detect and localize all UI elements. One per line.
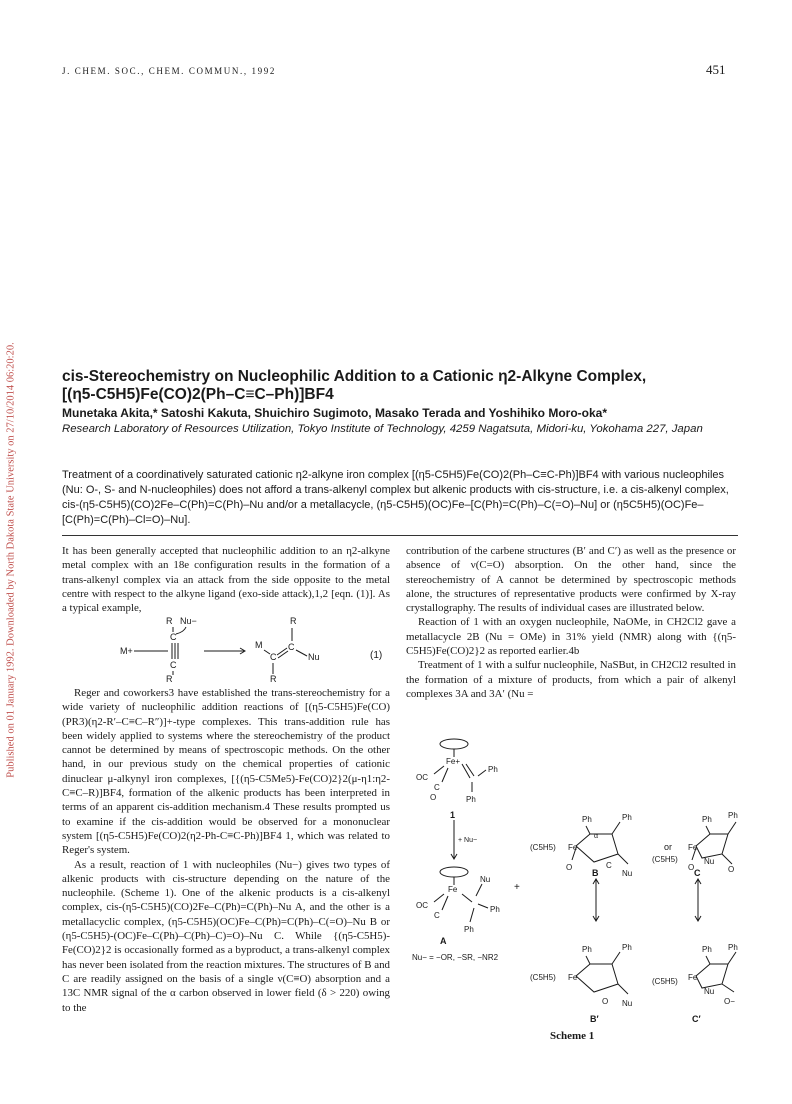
eq-r-left-bottom: R [270, 674, 277, 684]
eq-r-top: R [166, 616, 173, 626]
s-c5h5: (C5H5) [530, 843, 556, 852]
s-label-b: B [592, 868, 599, 878]
s-fe: Fe [568, 843, 578, 852]
s-o: O [566, 863, 573, 872]
eq-nu-right: Nu [308, 652, 320, 662]
s-ph: Ph [490, 905, 500, 914]
s-c5h5: (C5H5) [652, 977, 678, 986]
s-label-a: A [440, 936, 447, 946]
s-label-bp: B′ [590, 1014, 599, 1024]
s-label-cp: C′ [692, 1014, 701, 1024]
page-number: 451 [706, 62, 726, 77]
s-ph: Ph [702, 815, 712, 824]
s-nu: Nu [622, 869, 633, 878]
eq-r-right-top: R [290, 616, 297, 626]
paragraph: As a result, reaction of 1 with nucleophiles (Nu−) gives two types of alkenic products with cis-structure depending on the nature of the nucleophile. (Scheme 1). One of the alkenic products is a cis-alkenyl complex, cis-(η5-C5H5)(CO)2Fe–C(Ph)=C(Ph)–Nu A, and the other is a metallacyclic complex, (η5-C5H5)(OC)Fe–C(Ph)=C(Ph)–C(=O)–Nu B or (η5-C5H5)-(OC)Fe–C(Ph)–C(Ph)–C)=O)–Nu C. While {(η5-C5H5)-Fe(CO)2}2 is occasionally formed as a byproduct, a trans-alkenyl complex has never been isolated from the reaction mixtures. The structures of B and C are readily assigned on the basis of a single ν(C≡O) absorption and a 13C NMR signal of the α carbon observed in lower field (δ > 220) owing to the [62, 858, 390, 1014]
title-line-1: cis-Stereochemistry on Nucleophilic Addition to a Cationic η2-Alkyne Complex, [62, 368, 647, 385]
intro-paragraph [62, 544, 390, 615]
right-column-body [406, 544, 736, 701]
s-o: O [728, 865, 735, 874]
s-o: O [688, 863, 695, 872]
paragraph: contribution of the carbene structures (B′ and C′) as well as the presence or absence of ν(C=O) absorption. On the other hand, since the stereochemistry of A cannot be determined by spectroscopic methods alone, the structures of representative products were confirmed by X-ray crystallography. The results of individual cases are illustrated below. [406, 545, 736, 615]
s-oc: OC [416, 773, 428, 782]
download-note: Published on 01 January 1992. Downloaded by North Dakota State University on 27/10/2014 06:20:20. [5, 342, 17, 778]
scheme-caption: Scheme 1 [550, 1030, 595, 1042]
s-oc: OC [416, 901, 428, 910]
s-or: or [664, 842, 673, 852]
s-plus: + [514, 882, 520, 893]
s-ph: Ph [582, 945, 592, 954]
eq-nu-minus: Nu− [180, 616, 197, 626]
s-label-1: 1 [450, 810, 456, 820]
s-ph: Ph [622, 813, 632, 822]
s-o: O [602, 997, 609, 1006]
eq-c-lower: C [170, 660, 177, 670]
s-c: C [434, 783, 440, 792]
s-label-c: C [694, 868, 701, 878]
scheme-1-diagram [406, 730, 742, 1030]
left-column-body [62, 686, 390, 1015]
paragraph: Reaction of 1 with an oxygen nucleophile, NaOMe, in CH2Cl2 gave a metallacycle 2B (Nu = OMe) in 31% yield (NMR) along with {(η5-C5H5)Fe(CO)2}2 as reported earlier.4b [406, 616, 736, 658]
s-fe: Fe [568, 973, 578, 982]
s-nu: Nu [480, 875, 491, 884]
s-c5h5: (C5H5) [530, 973, 556, 982]
s-ph: Ph [582, 815, 592, 824]
s-c: C [434, 911, 440, 920]
authors: Munetaka Akita,* Satoshi Kakuta, Shuichiro Sugimoto, Masako Terada and Yoshihiko Moro-oka* [62, 406, 607, 420]
abstract: Treatment of a coordinatively saturated cationic η2-alkyne iron complex [(η5-C5H5)Fe(CO)2(Ph–C≡C-Ph)]BF4 with various nucleophiles (Nu: O-, S- and N-nucleophiles) does not afford a trans-alkenyl complex but alkenic products with cis-structure, i.e. a cis-alkenyl complex, cis-(η5-C5H5)(CO)2Fe–C(Ph)=C(Ph)–Nu and/or a metallacycle, (η5-C5H5)(OC)Fe–[C(Ph)=C(Ph)–C(=O)–Nu] or (η5C5H5)(OC)Fe–[C(Ph)=C(Ph)–Cl=O)–Nu]. [62, 469, 729, 526]
s-reagent: + Nu− [458, 837, 478, 844]
s-nucleophile-key: Nu− = −OR, −SR, −NR2 [412, 953, 499, 962]
s-nu: Nu [622, 999, 633, 1008]
title-line-2: [(η5-C5H5)Fe(CO)2(Ph–C≡C–Ph)]BF4 [62, 386, 334, 403]
eq-r-bottom: R [166, 674, 173, 684]
equation-1-diagram [120, 614, 370, 686]
eq-m: M [255, 640, 263, 650]
eq-c-left: C [270, 652, 277, 662]
s-alpha: α [594, 833, 599, 840]
s-ph: Ph [622, 943, 632, 952]
s-fe: Fe [448, 885, 458, 894]
eq-c-right: C [288, 642, 295, 652]
journal-header: J. CHEM. SOC., CHEM. COMMUN., 1992 [62, 66, 276, 76]
s-ph: Ph [728, 943, 738, 952]
s-ph: Ph [702, 945, 712, 954]
eq-m-plus: M+ [120, 646, 133, 656]
equation-number: (1) [370, 650, 383, 661]
eq-c-upper: C [170, 632, 177, 642]
s-nu: Nu [704, 987, 715, 996]
s-fe: Fe [688, 973, 698, 982]
s-fe: Fe [688, 843, 698, 852]
s-c: C [606, 861, 612, 870]
paragraph: It has been generally accepted that nucleophilic addition to an η2-alkyne metal complex with an 18e configuration results in the formation of a trans-alkenyl complex via an attack from the side opposite to the metal centre with respect to the alkyne ligand (exo-side attack),1,2 [eqn. (1)]. As a typical example, [62, 545, 390, 615]
affiliation: Research Laboratory of Resources Utilization, Tokyo Institute of Technology, 4259 Nagatsuta, Midori-ku, Yokohama 227, Japan [62, 423, 703, 435]
abstract-divider [62, 535, 738, 536]
s-nu: Nu [704, 857, 715, 866]
s-ph: Ph [488, 765, 498, 774]
s-ph: Ph [464, 925, 474, 934]
paragraph: Treatment of 1 with a sulfur nucleophile, NaSBut, in CH2Cl2 resulted in the formation of a mixture of products, from which a pair of alkenyl complexes 3A and 3A′ (Nu = [406, 659, 736, 700]
paragraph: Reger and coworkers3 have established the trans-stereochemistry for a wide variety of nucleophilic addition reactions of [(η5-C5H5)Fe(CO)(PR3)(η2-R′–C≡C–R″)]+-type complexes. This trans-addition rule has been widely applied to systems where the stereochemistry of the product cannot be determined by means of spectroscopic methods. On the other hand, in our previous study on the chemical properties of cationic dinuclear μ-alkynyl iron complexes, [{(η5-C5Me5)-Fe(CO)2}2(μ-η1:η2-C≡C–R)]BF4, formation of the alkenic products has been interpreted in terms of an apparent cis-addition mechanism.4 These results prompted us to examine if the cis-addition would be observed for a mononuclear system [(η5-C5H5)Fe(CO)2(η2-Ph-C≡C-Ph)]BF4 1, which was related to Reger's system. [62, 687, 390, 857]
s-ph: Ph [728, 811, 738, 820]
s-c5h5: (C5H5) [652, 855, 678, 864]
s-o-minus: O− [724, 997, 735, 1006]
s-o: O [430, 793, 437, 802]
article-title [62, 368, 762, 404]
s-ph: Ph [466, 795, 476, 804]
s-fe-plus: Fe+ [446, 757, 461, 766]
